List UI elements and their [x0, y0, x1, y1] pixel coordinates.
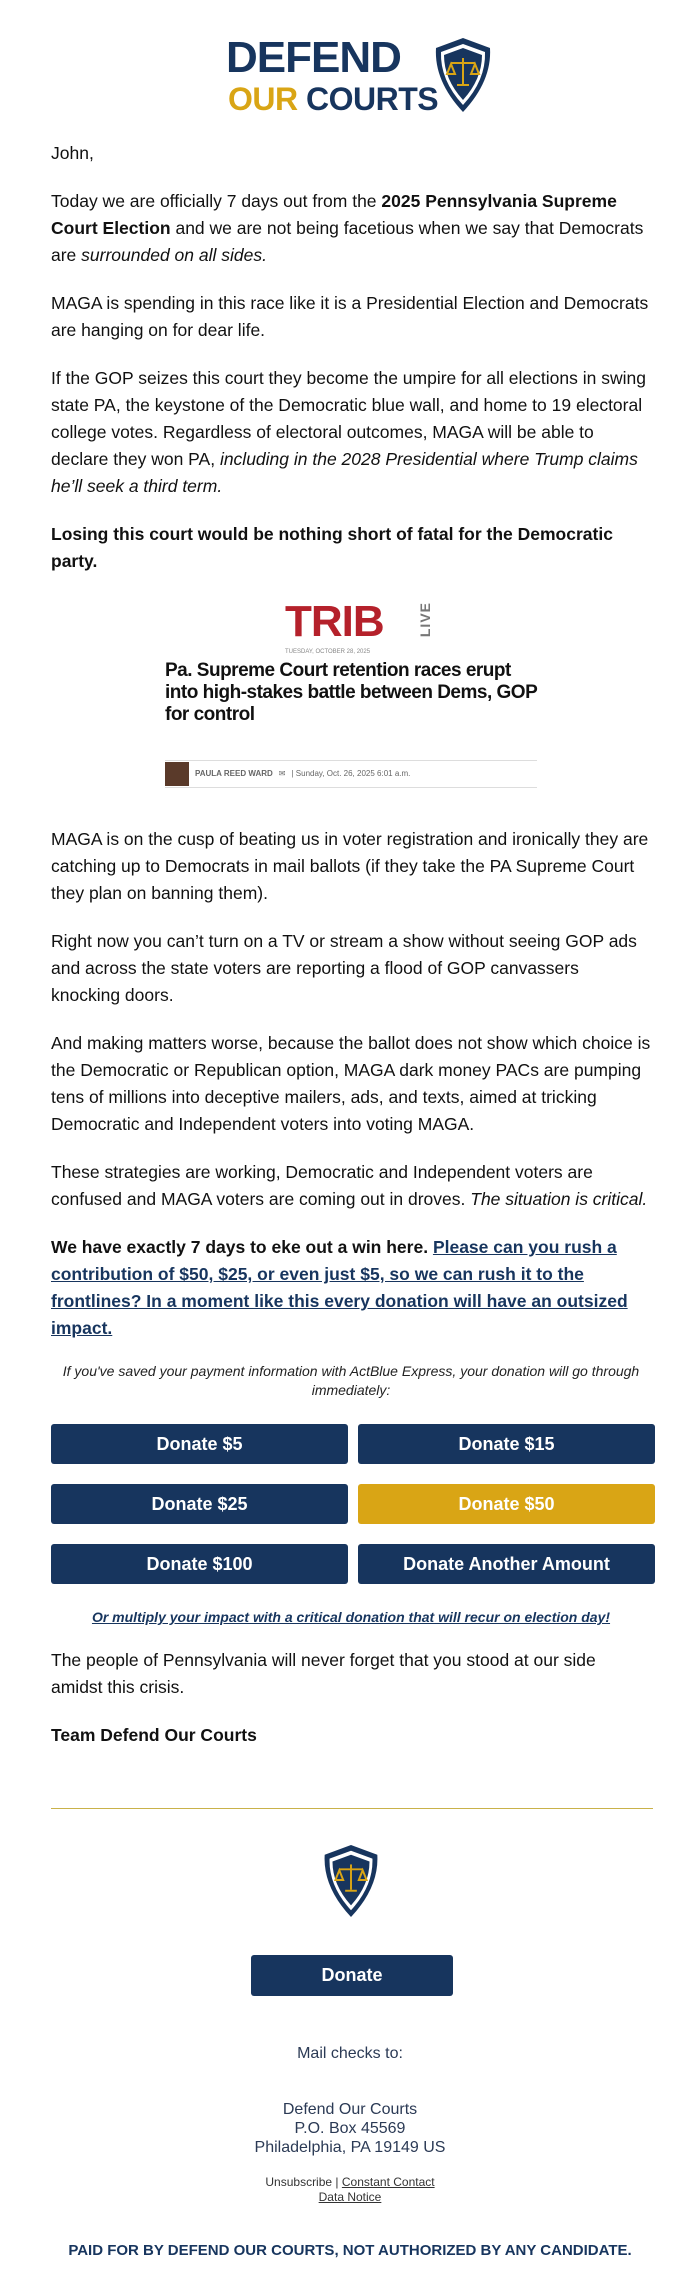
donate-25-button[interactable]: Donate $25: [51, 1484, 348, 1524]
text-italic: surrounded on all sides.: [81, 245, 267, 265]
donate-other-amount-button[interactable]: Donate Another Amount: [358, 1544, 655, 1584]
author-photo: [165, 762, 189, 786]
unsubscribe-link[interactable]: Unsubscribe: [265, 2175, 333, 2189]
footer-donate-button[interactable]: Donate: [251, 1955, 453, 1996]
logo-word-defend: DEFEND: [226, 33, 401, 82]
paragraph-dark-money: And making matters worse, because the ballot does not show which choice is the Democratic or Republican option, MAGA dark money PACs are pumping tens of millions into deceptive mailers, ads, and texts, aimed at tricking Democratic and Independent voters into voting MAGA.: [51, 1033, 651, 1134]
text-bold: We have exactly 7 days to eke out a win here.: [51, 1237, 433, 1257]
author-name: PAULA REED WARD: [195, 769, 273, 778]
news-article-image[interactable]: [165, 596, 537, 796]
text: Today we are officially 7 days out from the: [51, 191, 382, 211]
article-byline: [165, 760, 537, 788]
recurring-donation-link[interactable]: Or multiply your impact with a critical donation that will recur on election day!: [91, 1609, 611, 1625]
paid-for-disclaimer: PAID FOR BY DEFEND OUR COURTS, NOT AUTHORIZED BY ANY CANDIDATE.: [68, 2242, 632, 2259]
data-notice-link[interactable]: Data Notice: [318, 2190, 382, 2204]
constant-contact-link[interactable]: Constant Contact: [341, 2175, 435, 2189]
text: These strategies are working, Democratic and Independent voters are confused and MAGA voters are coming out in droves.: [51, 1162, 593, 1209]
logo-word-courts: COURTS: [306, 81, 439, 117]
address-line: Defend Our Courts: [282, 2101, 418, 2118]
paragraph-fatal: [51, 521, 651, 575]
address-line: Philadelphia, PA 19149 US: [254, 2139, 446, 2156]
separator: |: [335, 2175, 339, 2189]
paragraph-spending: MAGA is spending in this race like it is a Presidential Election and Democrats are hanging on for dear life.: [51, 293, 649, 340]
actblue-express-note: If you've saved your payment information with ActBlue Express, your donation will go through immediately:: [62, 1363, 640, 1398]
text-bold: Losing this court would be nothing short of fatal for the Democratic party.: [51, 524, 613, 571]
paragraph-strategies: [51, 1159, 651, 1213]
article-date: TUESDAY, OCTOBER 28, 2025: [285, 649, 371, 655]
closing-paragraph: The people of Pennsylvania will never forget that you stood at our side amidst this crisis.: [51, 1650, 596, 1697]
text-italic: The situation is critical.: [470, 1189, 648, 1209]
donate-15-button[interactable]: Donate $15: [358, 1424, 655, 1464]
mail-checks-label: Mail checks to:: [297, 2045, 403, 2062]
live-label: LIVE: [417, 602, 433, 638]
trib-logo: TRIB: [285, 597, 384, 646]
shield-scales-icon: [318, 1843, 384, 1919]
paragraph-gop: [51, 365, 651, 500]
signature-text: Team Defend Our Courts: [51, 1725, 257, 1745]
article-headline: Pa. Supreme Court retention races erupt into high-stakes battle between Dems, GOP for control: [165, 660, 537, 725]
mailing-address: [0, 2100, 700, 2157]
shield-scales-icon: [432, 36, 494, 114]
donate-100-button[interactable]: Donate $100: [51, 1544, 348, 1584]
publish-date: | Sunday, Oct. 26, 2025 6:01 a.m.: [291, 769, 411, 778]
text: and we are not being facetious when we say that Democrats are: [51, 218, 644, 265]
donation-buttons: [51, 1424, 651, 1584]
email-body: [51, 140, 651, 1770]
text-bold: 2025 Pennsylvania Supreme Court Election: [51, 191, 617, 238]
text: If the GOP seizes this court they become the umpire for all elections in swing state PA, the keystone of the Democratic blue wall, and home to 19 electoral college votes. Regardless of electoral outcomes, MAGA will be able to declare they won PA,: [51, 368, 646, 469]
footer-links: [0, 2175, 700, 2205]
paragraph-registration: MAGA is on the cusp of beating us in voter registration and ironically they are catching up to Democrats in mail ballots (if they take the PA Supreme Court they plan on banning them).: [51, 829, 649, 903]
defend-our-courts-logo: [226, 33, 490, 117]
logo-word-our: OUR: [228, 81, 298, 117]
text-italic: including in the 2028 Presidential where Trump claims he’ll seek a third term.: [51, 449, 638, 496]
greeting: John,: [51, 143, 94, 163]
logo-line2: [228, 82, 438, 116]
donate-50-button[interactable]: Donate $50: [358, 1484, 655, 1524]
paragraph-cta: [51, 1234, 651, 1342]
donate-5-button[interactable]: Donate $5: [51, 1424, 348, 1464]
signature: [51, 1722, 651, 1749]
paragraph-intro: [51, 188, 651, 269]
divider: [51, 1808, 653, 1809]
contribution-link[interactable]: Please can you rush a contribution of $50, $25, or even just $5, so we can rush it to the frontlines? In a moment like this every donation will have an outsized impact.: [51, 1237, 628, 1338]
paragraph-ads: Right now you can’t turn on a TV or stream a show without seeing GOP ads and across the state voters are reporting a flood of GOP canvassers knocking doors.: [51, 931, 637, 1005]
mail-icon: ✉: [278, 769, 286, 778]
address-line: P.O. Box 45569: [294, 2120, 406, 2137]
